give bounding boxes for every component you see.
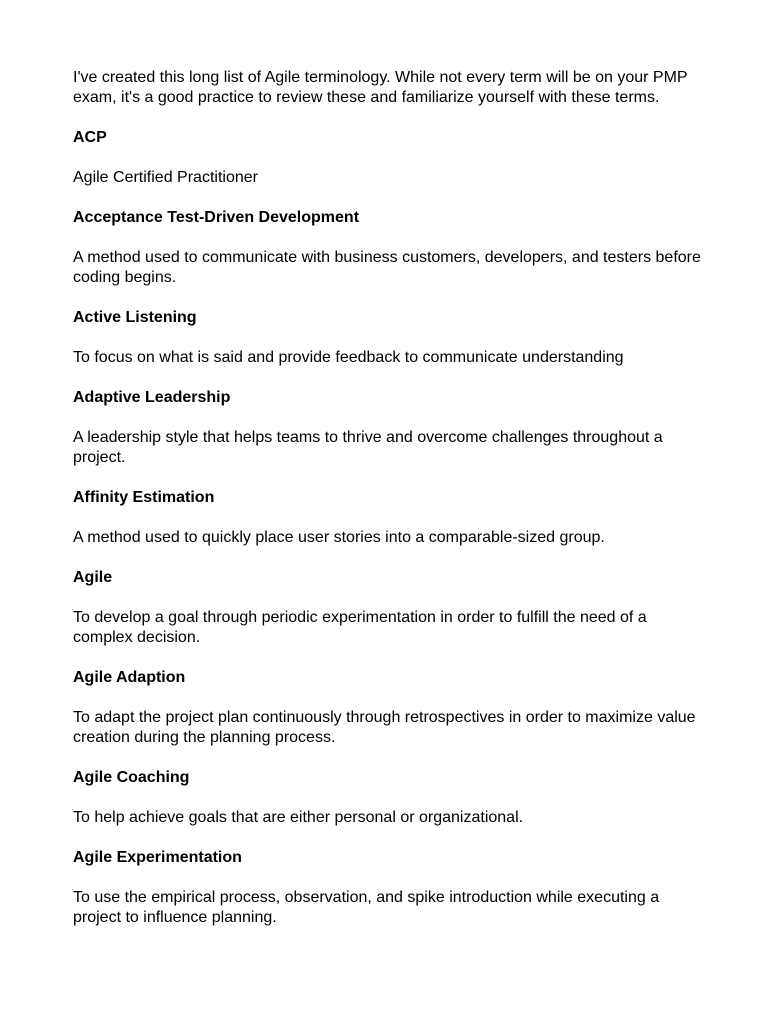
term-heading: Adaptive Leadership — [73, 389, 231, 406]
term-definition: A leadership style that helps teams to thrive and overcome challenges throughout a project. — [73, 429, 663, 466]
term-definition: To focus on what is said and provide feedback to communicate understanding — [73, 349, 624, 366]
term-heading: Active Listening — [73, 309, 197, 326]
term-heading: Affinity Estimation — [73, 489, 215, 506]
term-definition: To use the empirical process, observation, and spike introduction while executing a project to influence planning. — [73, 889, 660, 926]
term-definition: To adapt the project plan continuously through retrospectives in order to maximize value creation during the planning process. — [73, 709, 696, 746]
document-page — [73, 68, 703, 948]
term-heading: Acceptance Test-Driven Development — [73, 209, 360, 226]
term-definition: A method used to quickly place user stories into a comparable-sized group. — [73, 529, 605, 546]
term-heading: Agile Adaption — [73, 669, 186, 686]
term-heading: ACP — [73, 129, 107, 146]
term-definition: A method used to communicate with business customers, developers, and testers before coding begins. — [73, 249, 701, 286]
term-heading: Agile Experimentation — [73, 849, 242, 866]
term-heading: Agile — [73, 569, 113, 586]
term-definition: Agile Certified Practitioner — [73, 169, 258, 186]
term-heading: Agile Coaching — [73, 769, 190, 786]
term-definition: To help achieve goals that are either personal or organizational. — [73, 809, 524, 826]
term-definition: To develop a goal through periodic experimentation in order to fulfill the need of a complex decision. — [73, 609, 647, 646]
intro-paragraph: I've created this long list of Agile terminology. While not every term will be on your PMP exam, it's a good practice to review these and familiarize yourself with these terms. — [73, 69, 688, 106]
